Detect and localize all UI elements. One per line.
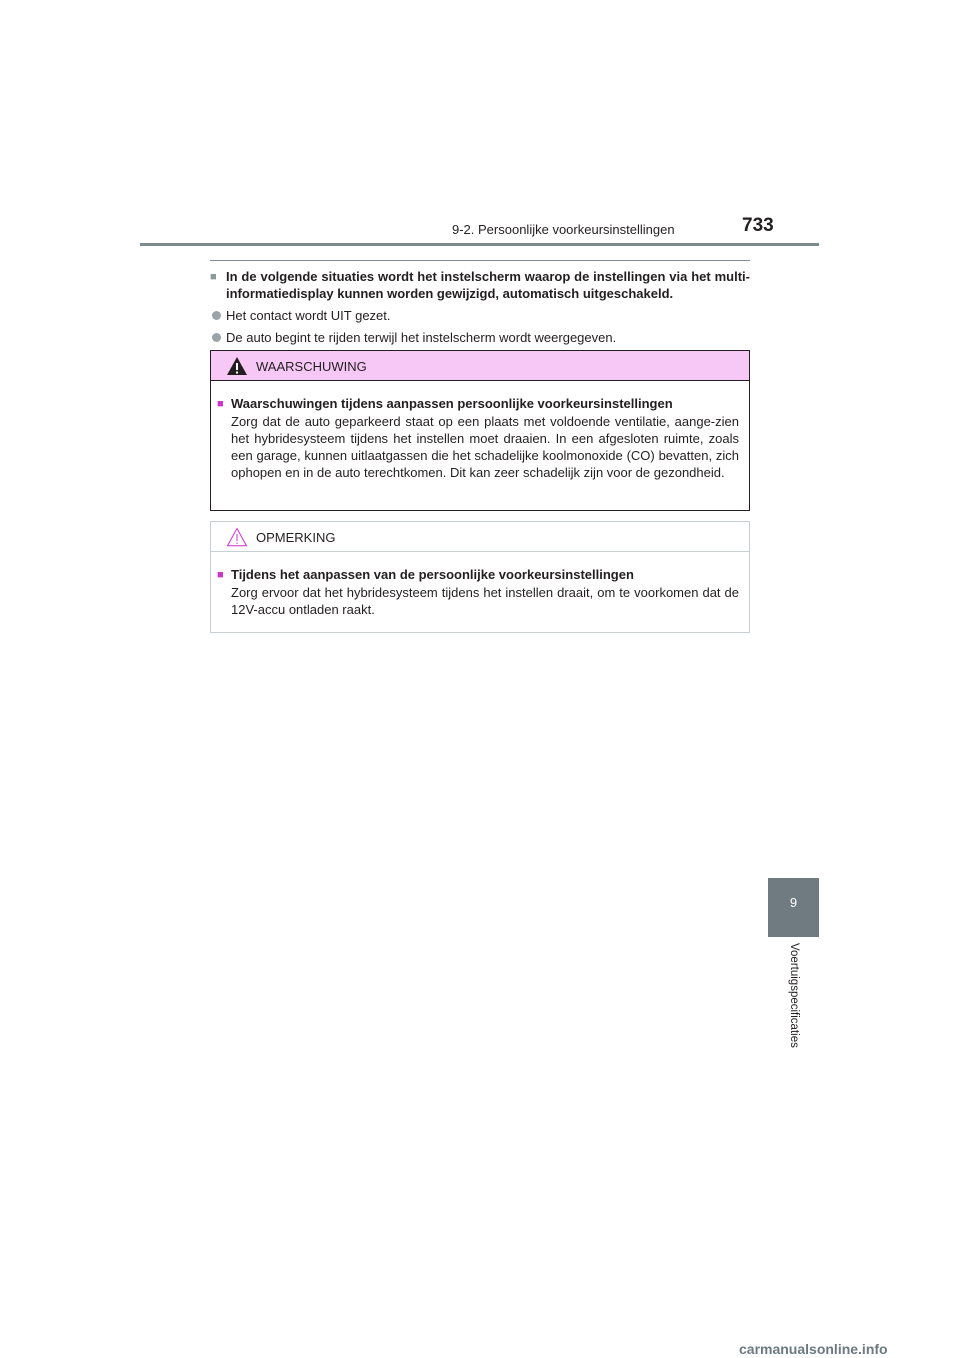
- warning-box: [210, 350, 750, 511]
- header-section-title: 9-2. Persoonlijke voorkeursinstellingen: [452, 222, 675, 237]
- square-bullet-icon: ■: [217, 569, 224, 581]
- watermark: carmanualsonline.info: [739, 1341, 888, 1357]
- warning-text: Zorg dat de auto geparkeerd staat op een plaats met voldoende ventilatie, aange-zien het hybridesysteem tijdens het instellen moet draaien. In een afgesloten ruimte, zoals een garage, kunnen uitlaatgassen die het schadelijke koolmonoxide (CO) bevatten, zich ophopen en in de auto terechtkomen. Dit kan zeer schadelijk zijn voor de gezondheid.: [231, 414, 739, 480]
- notice-subheading-text: Tijdens het aanpassen van de persoonlijke voorkeursinstellingen: [231, 567, 634, 582]
- warning-header: [211, 351, 749, 381]
- square-bullet-icon: ■: [217, 398, 224, 410]
- list-item-text: De auto begint te rijden terwijl het instelscherm wordt weergegeven.: [226, 330, 617, 345]
- warning-triangle-outline-icon: [226, 527, 248, 547]
- chapter-label: Voertuigspecificaties: [788, 943, 800, 1048]
- page-number: 733: [742, 215, 774, 236]
- sub-rule: [210, 260, 750, 261]
- notice-title: OPMERKING: [256, 530, 336, 545]
- list-item: [210, 307, 750, 324]
- notice-box: [210, 521, 750, 633]
- warning-title: WAARSCHUWING: [256, 359, 367, 374]
- chapter-number: 9: [789, 895, 798, 910]
- list-item: [210, 329, 750, 346]
- square-bullet-icon: ■: [210, 271, 217, 283]
- warning-body: [211, 381, 749, 481]
- chapter-tab[interactable]: [768, 878, 819, 937]
- intro-heading-text: In de volgende situaties wordt het instelscherm waarop de instellingen via het multi-informatiedisplay kunnen worden gewijzigd, automatisch uitgeschakeld.: [226, 269, 750, 301]
- list-item-text: Het contact wordt UIT gezet.: [226, 308, 391, 323]
- warning-subheading: [217, 395, 739, 412]
- warning-subheading-text: Waarschuwingen tijdens aanpassen persoonlijke voorkeursinstellingen: [231, 396, 673, 411]
- intro-section: [210, 268, 750, 346]
- notice-header: [211, 522, 749, 552]
- notice-body: [211, 552, 749, 618]
- intro-heading: [210, 268, 750, 302]
- round-bullet-icon: [212, 311, 221, 320]
- round-bullet-icon: [212, 333, 221, 342]
- notice-text: Zorg ervoor dat het hybridesysteem tijdens het instellen draait, om te voorkomen dat de 12V-accu ontladen raakt.: [231, 585, 739, 617]
- header-rule: [140, 243, 819, 246]
- warning-triangle-filled-icon: [226, 356, 248, 376]
- notice-subheading: [217, 566, 739, 583]
